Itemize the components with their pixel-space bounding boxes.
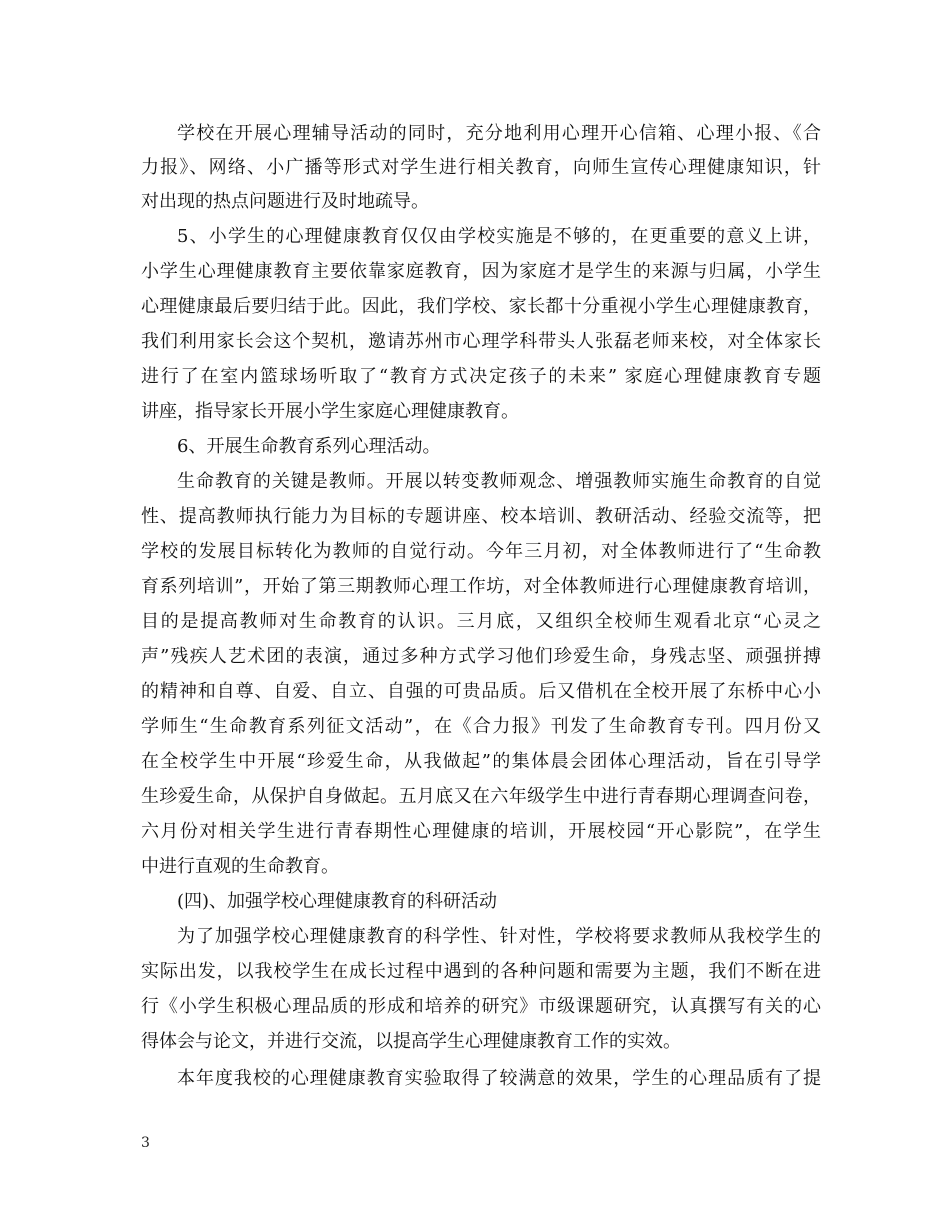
text-line: 力报》、网络、小广播等形式对学生进行相关教育，向师生宣传心理健康知识，针 xyxy=(141,157,821,178)
text-line: 小学生心理健康教育主要依靠家庭教育，因为家庭才是学生的来源与归属，小学生 xyxy=(141,261,821,282)
text-line: 本年度我校的心理健康教育实验取得了较满意的效果，学生的心理品质有了提 xyxy=(177,1068,821,1089)
text-line: 在全校学生中开展“珍爱生命，从我做起”的集体晨会团体心理活动，旨在引导学 xyxy=(141,751,821,772)
text-line: 为了加强学校心理健康教育的科学性、针对性，学校将要求教师从我校学生的 xyxy=(177,926,821,947)
text-line: 得体会与论文，并进行交流，以提高学生心理健康教育工作的实效。 xyxy=(141,1031,681,1052)
text-line: 实际出发，以我校学生在成长过程中遇到的各种问题和需要为主题，我们不断在进 xyxy=(141,961,821,982)
text-line: 讲座，指导家长开展小学生家庭心理健康教育。 xyxy=(141,401,519,422)
page-number: 3 xyxy=(141,1135,150,1151)
text-line: 5、小学生的心理健康教育仅仅由学校实施是不够的，在更重要的意义上讲， xyxy=(177,226,821,247)
text-line: 对出现的热点问题进行及时地疏导。 xyxy=(141,191,429,212)
text-line: 的精神和自尊、自爱、自立、自强的可贵品质。后又借机在全校开展了东桥中心小 xyxy=(141,681,821,702)
text-line: 进行了在室内篮球场听取了“教育方式决定孩子的未来” 家庭心理健康教育专题 xyxy=(141,366,821,387)
text-line: 生珍爱生命，从保护自身做起。五月底又在六年级学生中进行青春期心理调查问卷， xyxy=(141,786,821,807)
text-line: 声”残疾人艺术团的表演，通过多种方式学习他们珍爱生命，身残志坚、顽强拼搏 xyxy=(141,646,821,667)
text-line: 性、提高教师执行能力为目标的专题讲座、校本培训、教研活动、经验交流等，把 xyxy=(141,506,821,527)
text-line: 学校的发展目标转化为教师的自觉行动。今年三月初，对全体教师进行了“生命教 xyxy=(141,541,821,562)
text-line: 心理健康最后要归结于此。因此，我们学校、家长都十分重视小学生心理健康教育， xyxy=(141,296,821,317)
text-line: 学师生“生命教育系列征文活动”，在《合力报》刊发了生命教育专刊。四月份又 xyxy=(141,716,821,737)
text-line: 六月份对相关学生进行青春期性心理健康的培训，开展校园“开心影院”，在学生 xyxy=(141,821,821,842)
text-line: 生命教育的关键是教师。开展以转变教师观念、增强教师实施生命教育的自觉 xyxy=(177,471,821,492)
text-line: 育系列培训”，开始了第三期教师心理工作坊，对全体教师进行心理健康教育培训， xyxy=(141,576,821,597)
text-line: 目的是提高教师对生命教育的认识。三月底，又组织全校师生观看北京“心灵之 xyxy=(141,611,821,632)
section-heading: (四)、加强学校心理健康教育的科研活动 xyxy=(177,891,498,912)
text-line: 我们利用家长会这个契机，邀请苏州市心理学科带头人张磊老师来校，对全体家长 xyxy=(141,331,821,352)
section-heading: 6、开展生命教育系列心理活动。 xyxy=(177,436,441,457)
text-line: 学校在开展心理辅导活动的同时，充分地利用心理开心信箱、心理小报、《合 xyxy=(177,123,821,144)
text-line: 中进行直观的生命教育。 xyxy=(141,856,339,877)
text-line: 行《小学生积极心理品质的形成和培养的研究》市级课题研究，认真撰写有关的心 xyxy=(141,996,821,1017)
